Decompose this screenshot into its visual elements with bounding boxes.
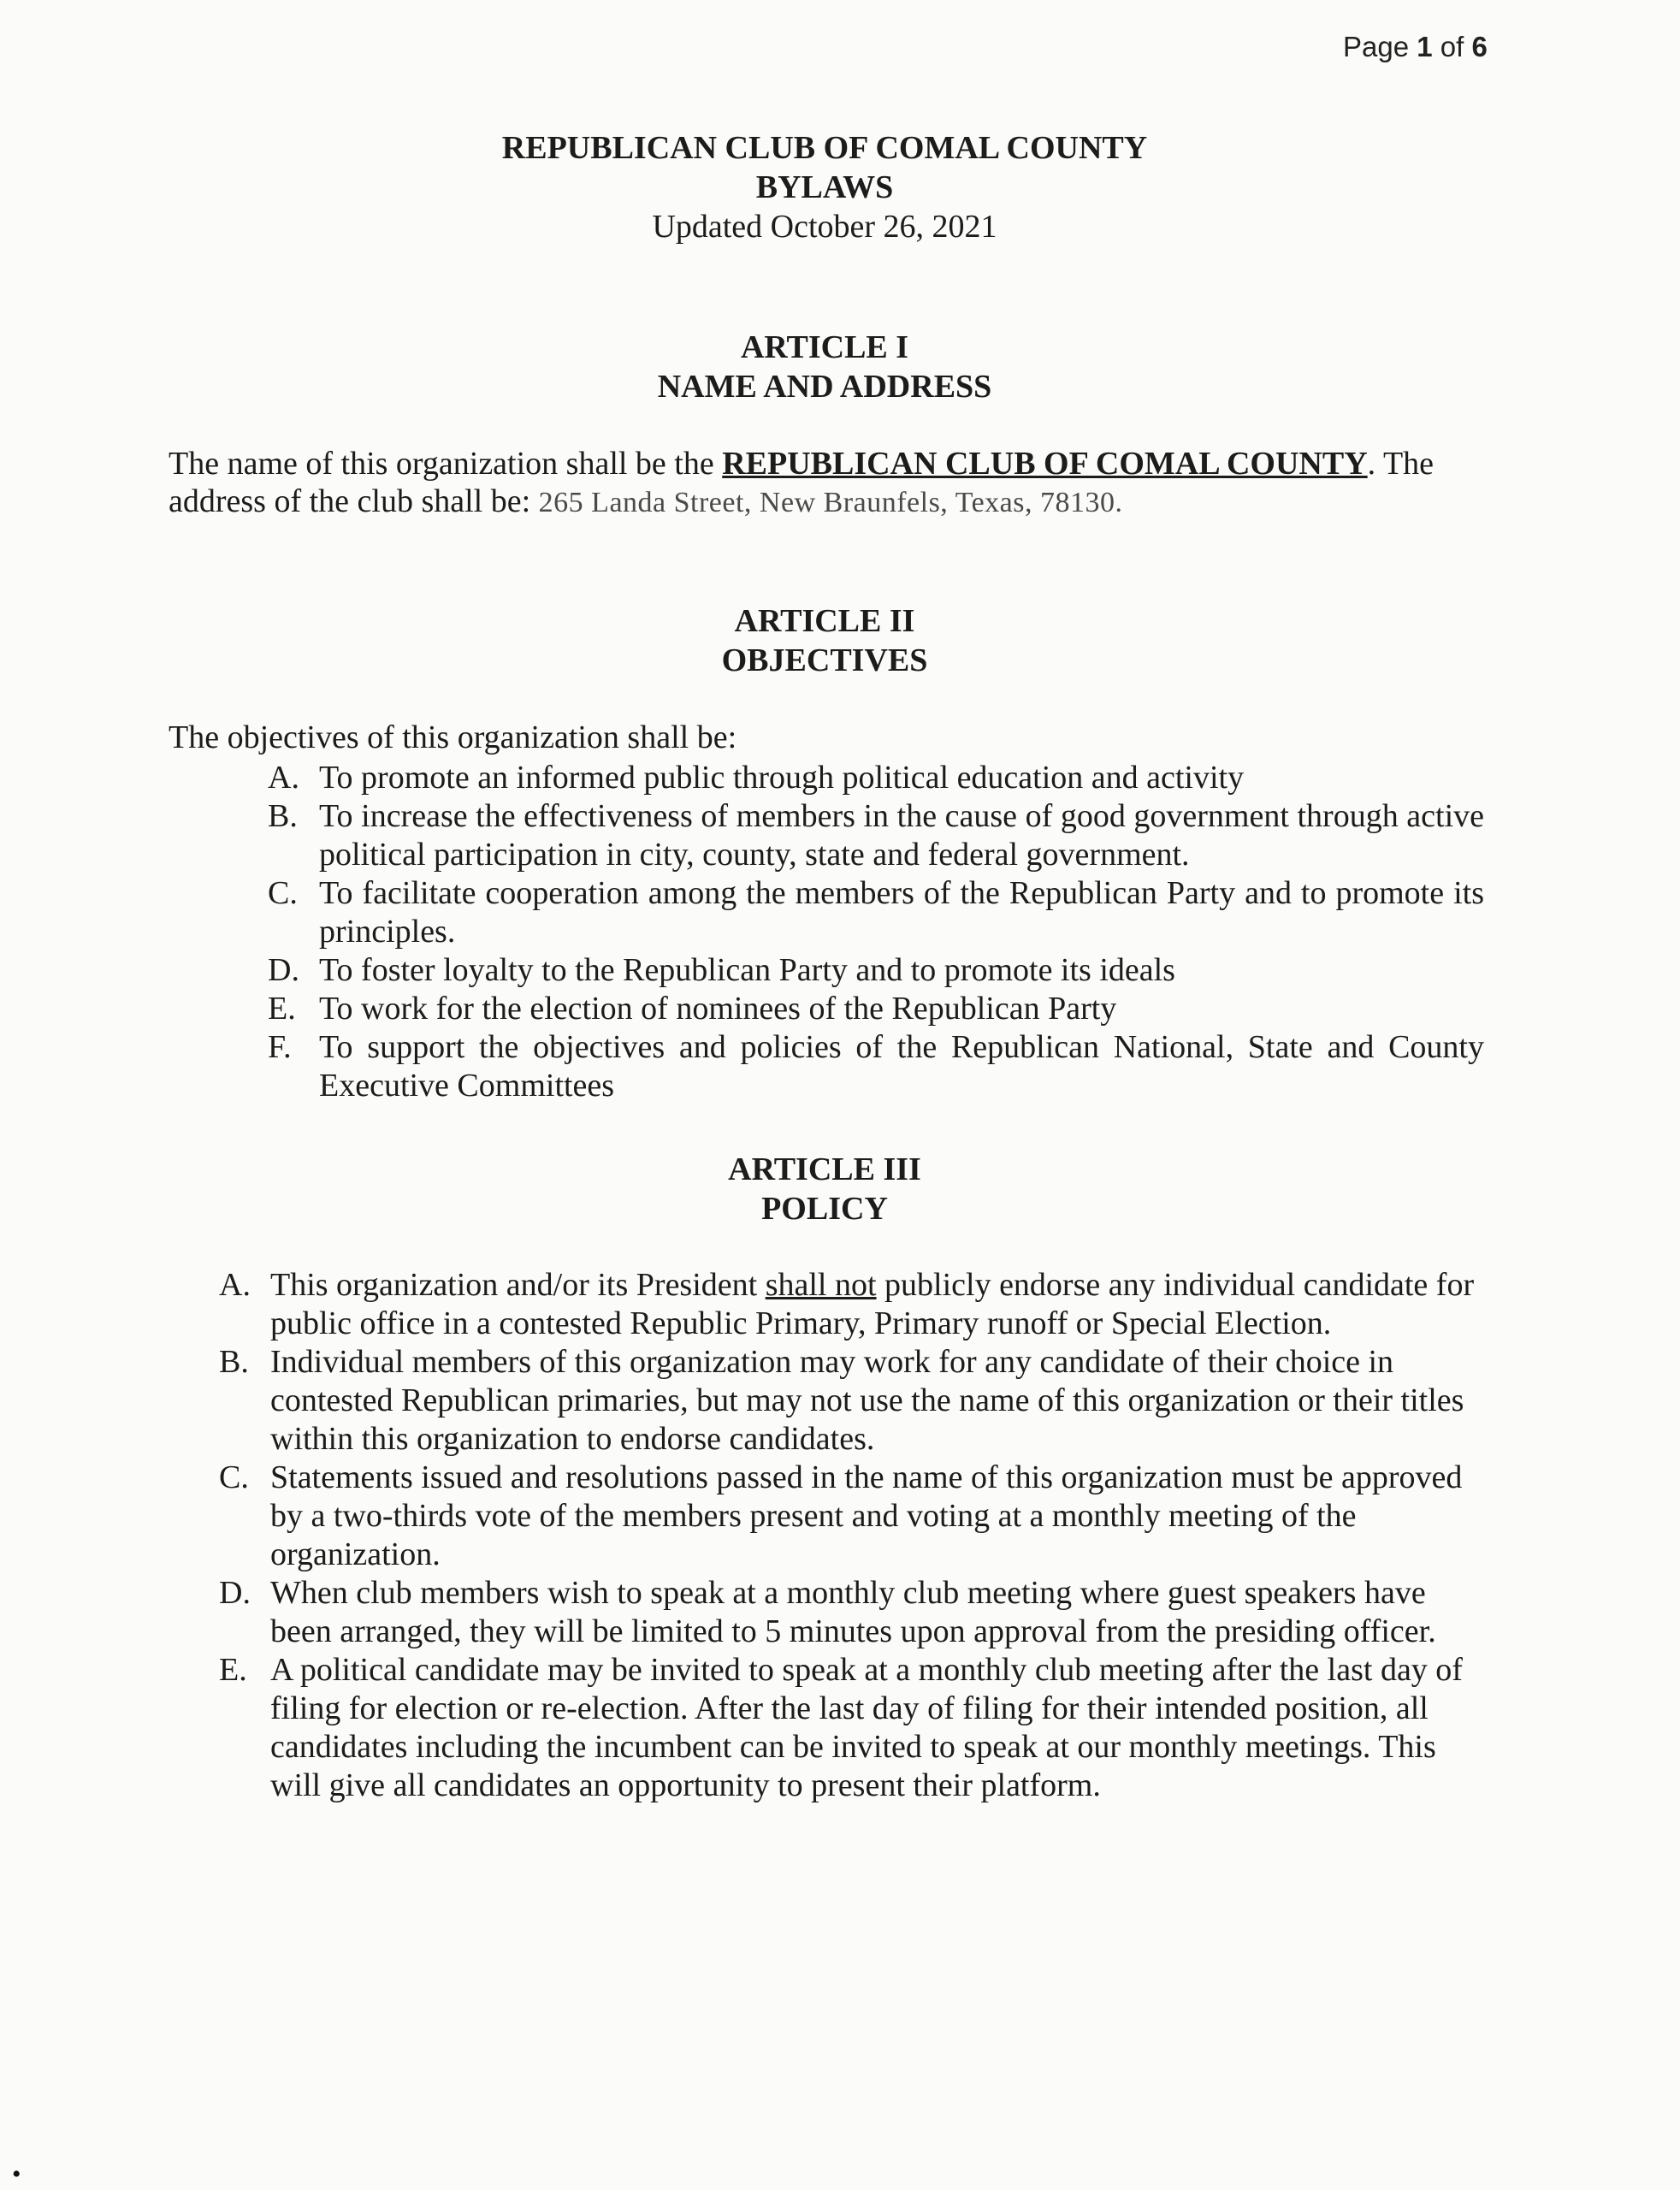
article2-intro: The objectives of this organization shall be: bbox=[169, 719, 737, 755]
shall-not-emphasis: shall not bbox=[765, 1267, 877, 1303]
list-text: When club members wish to speak at a monthly club meeting where guest speakers have been arranged, they will be limited to 5 minutes upon approval from the presiding officer. bbox=[270, 1575, 1436, 1649]
list-marker: C. bbox=[219, 1459, 249, 1495]
policy-list bbox=[219, 1266, 1484, 1805]
article1-text-mid: . The address of the club shall be: bbox=[169, 446, 1435, 519]
list-marker: A. bbox=[268, 760, 299, 796]
org-title: REPUBLICAN CLUB OF COMAL COUNTY bbox=[501, 130, 1148, 166]
list-item bbox=[219, 1266, 1484, 1343]
article1-text-pre: The name of this organization shall be the bbox=[169, 446, 723, 482]
article3-title: POLICY bbox=[761, 1191, 888, 1227]
list-marker: A. bbox=[219, 1267, 251, 1303]
list-item bbox=[219, 1574, 1484, 1651]
list-marker: B. bbox=[219, 1344, 249, 1380]
list-text: To increase the effectiveness of members in the cause of good government through active political participation in city, county, state and federal government. bbox=[319, 798, 1484, 873]
list-marker: D. bbox=[219, 1575, 251, 1611]
list-item bbox=[268, 1028, 1484, 1105]
article1-paragraph bbox=[169, 445, 1484, 522]
list-item bbox=[219, 1459, 1484, 1574]
list-item bbox=[268, 759, 1484, 797]
article2-heading bbox=[0, 601, 1649, 680]
list-item bbox=[268, 990, 1484, 1028]
list-marker: E. bbox=[268, 991, 296, 1027]
club-name: REPUBLICAN CLUB OF COMAL COUNTY bbox=[722, 446, 1368, 482]
list-item bbox=[268, 951, 1484, 990]
list-text: To foster loyalty to the Republican Party and to promote its ideals bbox=[319, 952, 1175, 988]
list-item bbox=[268, 874, 1484, 951]
article2-title: OBJECTIVES bbox=[721, 642, 928, 678]
article3-number: ARTICLE III bbox=[728, 1151, 921, 1187]
page-current: 1 bbox=[1417, 31, 1433, 62]
article1-title: NAME AND ADDRESS bbox=[657, 369, 992, 405]
list-marker: B. bbox=[268, 798, 298, 834]
page-of: of bbox=[1440, 31, 1464, 62]
scan-artifact: • bbox=[12, 2160, 21, 2188]
list-item bbox=[268, 797, 1484, 874]
list-text: Individual members of this organization may work for any candidate of their choice in contested Republican primaries, but may not use the name of this organization or their titles within this organization to endorse candidates. bbox=[270, 1344, 1464, 1457]
article1-number: ARTICLE I bbox=[740, 329, 909, 365]
page-number bbox=[1343, 31, 1488, 63]
article2-number: ARTICLE II bbox=[734, 603, 915, 639]
list-text: To work for the election of nominees of the Republican Party bbox=[319, 991, 1117, 1027]
list-text: publicly endorse any individual candidate for public office in a contested Republic Primary, Primary runoff or Special Election. bbox=[270, 1267, 1475, 1341]
list-marker: D. bbox=[268, 952, 299, 988]
list-text: To promote an informed public through political education and activity bbox=[319, 760, 1245, 796]
article1-heading bbox=[0, 328, 1649, 406]
list-text: To facilitate cooperation among the members of the Republican Party and to promote its principles. bbox=[319, 875, 1484, 950]
objectives-list bbox=[268, 759, 1484, 1105]
doc-title: BYLAWS bbox=[755, 169, 894, 205]
page-label: Page bbox=[1343, 31, 1410, 62]
list-marker: F. bbox=[268, 1029, 292, 1065]
list-marker: E. bbox=[219, 1652, 247, 1688]
list-text: Statements issued and resolutions passed in the name of this organization must be approved by a two-thirds vote of the members present and voting at a monthly meeting of the organization. bbox=[270, 1459, 1463, 1572]
updated-date: Updated October 26, 2021 bbox=[652, 209, 997, 245]
list-text: To support the objectives and policies of the Republican National, State and County Executive Committees bbox=[319, 1029, 1484, 1104]
list-text: A political candidate may be invited to speak at a monthly club meeting after the last day of filing for election or re-election. After the last day of filing for their intended position, all candidates including the incumbent can be invited to speak at our monthly meetings. This will give all candidates an opportunity to present their platform. bbox=[270, 1652, 1463, 1803]
list-item bbox=[219, 1343, 1484, 1459]
list-text: This organization and/or its President bbox=[270, 1267, 766, 1303]
club-address: 265 Landa Street, New Braunfels, Texas, 78130. bbox=[538, 487, 1123, 518]
list-item bbox=[219, 1651, 1484, 1805]
document-header bbox=[0, 128, 1649, 246]
article3-heading bbox=[0, 1150, 1649, 1228]
page-total: 6 bbox=[1471, 31, 1488, 62]
list-marker: C. bbox=[268, 875, 298, 911]
